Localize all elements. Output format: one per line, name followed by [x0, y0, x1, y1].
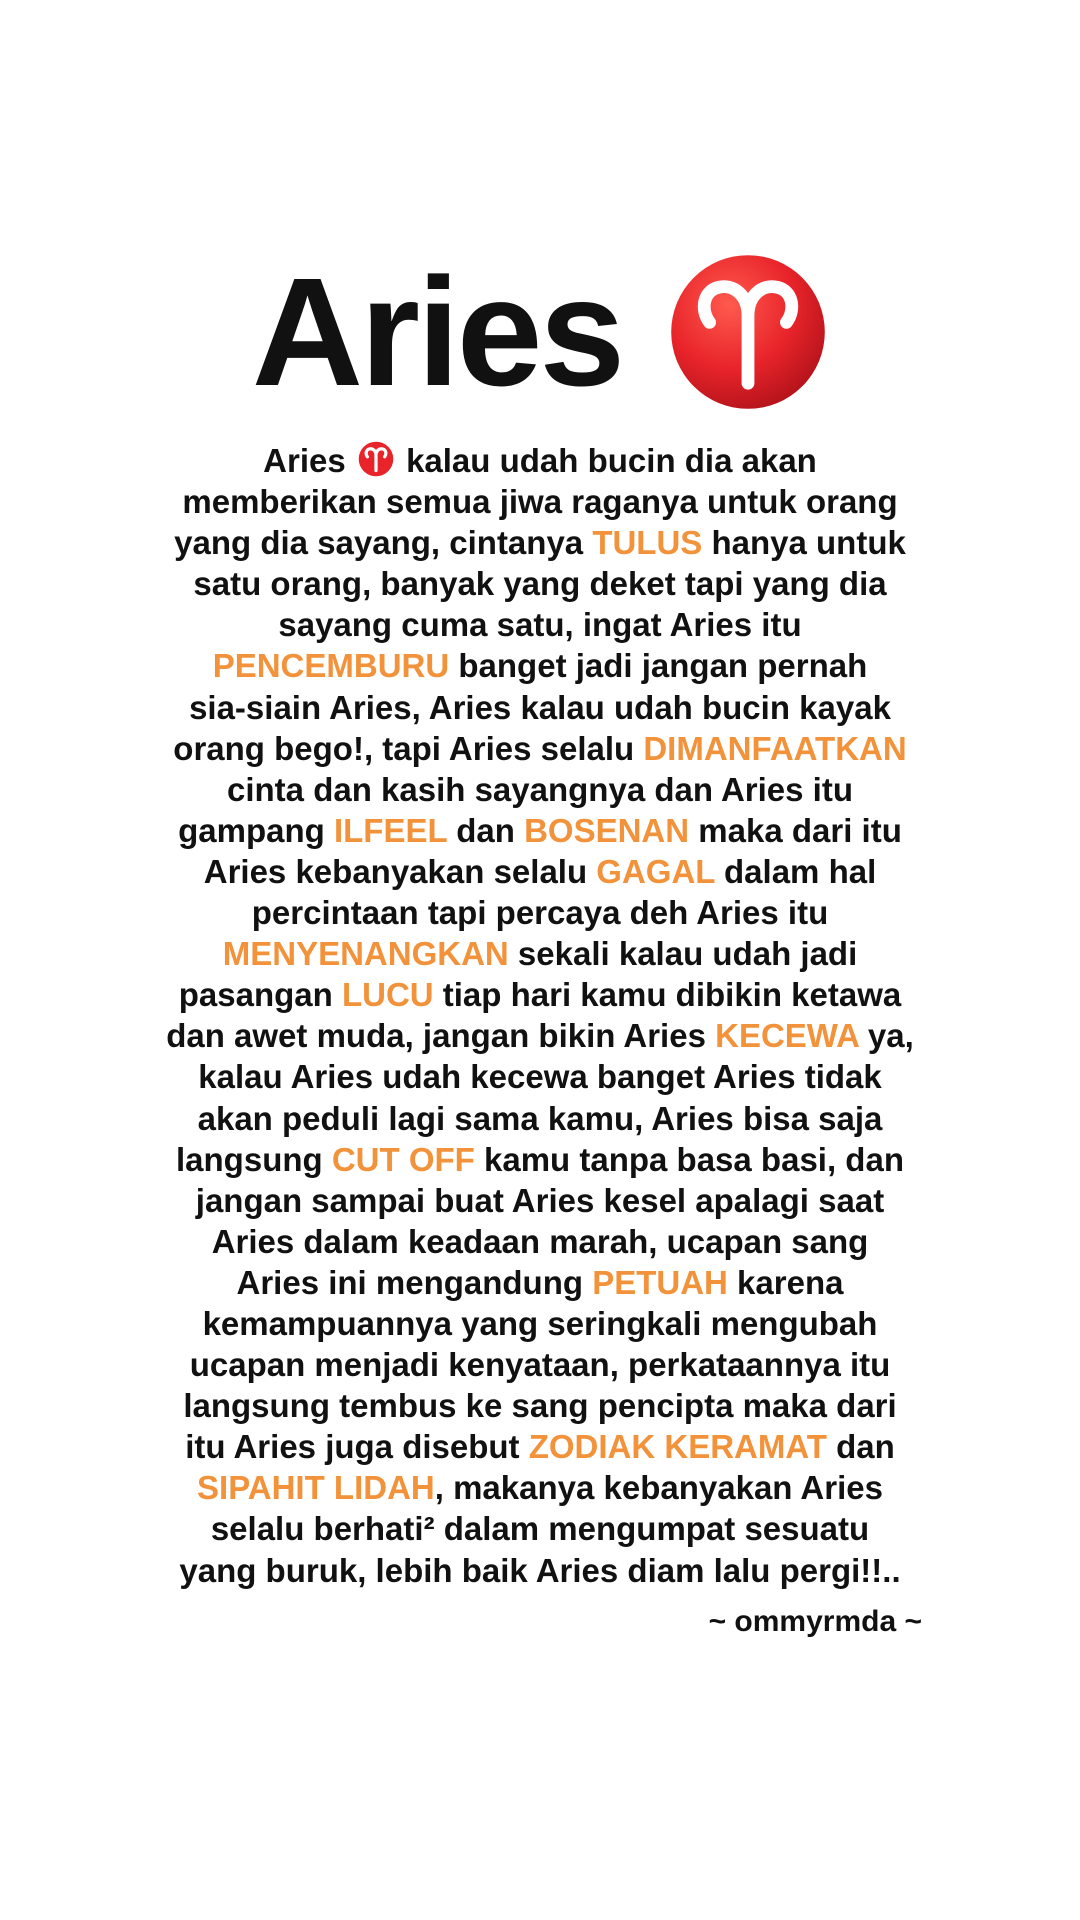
text-line: MENYENANGKAN sekali kalau udah jadi: [222, 935, 858, 973]
author-signature: ~ ommyrmda ~: [708, 1605, 922, 1638]
text-line: PENCEMBURU banget jadi jangan pernah: [212, 647, 868, 685]
text-line: cinta dan kasih sayangnya dan Aries itu: [227, 770, 853, 808]
text-line: itu Aries juga disebut ZODIAK KERAMAT dan: [185, 1428, 895, 1466]
text-line: memberikan semua jiwa raganya untuk orang: [182, 483, 898, 521]
text-line: pasangan LUCU tiap hari kamu dibikin ketawa: [178, 976, 902, 1014]
highlight-word: TULUS: [592, 524, 703, 562]
text-line: kemampuannya yang seringkali mengubah: [202, 1304, 878, 1342]
text-line: percintaan tapi percaya deh Aries itu: [251, 894, 829, 932]
aries-symbol-inline-icon: [358, 441, 394, 477]
highlight-word: ILFEEL: [333, 811, 448, 849]
title-row: [0, 246, 1080, 418]
text-line: Aries kalau udah bucin dia akan: [263, 442, 817, 479]
text-line: yang buruk, lebih baik Aries diam lalu pergi!!..: [179, 1551, 901, 1589]
text-line: satu orang, banyak yang deket tapi yang dia: [193, 565, 887, 603]
text-line: akan peduli lagi sama kamu, Aries bisa saja: [197, 1099, 883, 1137]
text-line: Aries ini mengandung PETUAH karena: [236, 1263, 844, 1301]
page-title: Aries: [251, 246, 623, 418]
text-line: gampang ILFEEL dan BOSENAN maka dari itu: [178, 811, 902, 849]
text-line: selalu berhati² dalam mengumpat sesuatu: [210, 1510, 870, 1548]
text-line: Aries kebanyakan selalu GAGAL dalam hal: [203, 852, 877, 890]
text-line: langsung tembus ke sang pencipta maka dari: [183, 1387, 897, 1425]
text-line: yang dia sayang, cintanya TULUS hanya untuk: [174, 524, 906, 562]
text-line: jangan sampai buat Aries kesel apalagi saat: [195, 1181, 885, 1219]
aries-symbol-icon: [668, 252, 828, 412]
text-line: ucapan menjadi kenyataan, perkataannya itu: [189, 1346, 891, 1384]
highlight-word: LUCU: [341, 976, 434, 1014]
body-paragraph: [150, 440, 930, 1591]
highlight-word: ZODIAK KERAMAT: [528, 1428, 827, 1466]
text-line: SIPAHIT LIDAH, makanya kebanyakan Aries: [197, 1469, 883, 1507]
text-line: sayang cuma satu, ingat Aries itu: [278, 606, 802, 644]
highlight-word: GAGAL: [596, 852, 715, 890]
highlight-word: MENYENANGKAN: [222, 935, 509, 973]
text-line: dan awet muda, jangan bikin Aries KECEWA ya,: [166, 1017, 914, 1055]
text-line: orang bego!, tapi Aries selalu DIMANFAATKAN: [173, 729, 907, 767]
highlight-word: BOSENAN: [524, 811, 690, 849]
text-line: Aries dalam keadaan marah, ucapan sang: [211, 1222, 869, 1260]
text-line: kalau Aries udah kecewa banget Aries tidak: [198, 1058, 882, 1096]
text-line: langsung CUT OFF kamu tanpa basa basi, dan: [176, 1140, 904, 1178]
highlight-word: KECEWA: [715, 1017, 859, 1055]
highlight-word: PENCEMBURU: [212, 647, 450, 685]
highlight-word: DIMANFAATKAN: [643, 729, 907, 767]
highlight-word: SIPAHIT LIDAH: [197, 1469, 435, 1507]
text-line: sia-siain Aries, Aries kalau udah bucin kayak: [189, 688, 891, 726]
highlight-word: PETUAH: [592, 1263, 728, 1301]
highlight-word: CUT OFF: [331, 1140, 475, 1178]
